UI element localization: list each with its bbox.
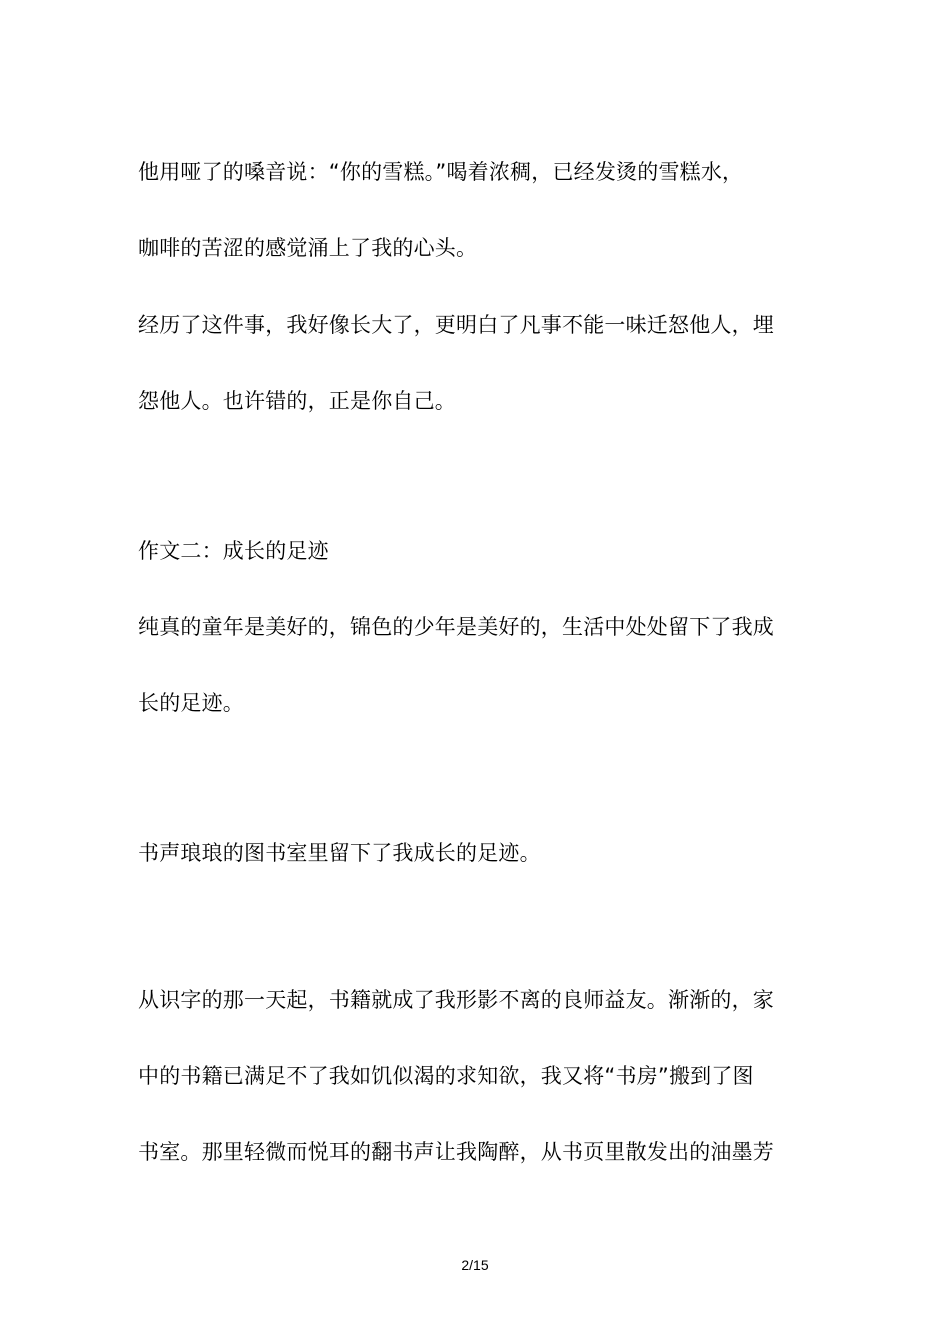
text-line: 经历了这件事，我好像长大了，更明白了凡事不能一味迁怒他人，埋 (138, 313, 774, 337)
text-line: 纯真的童年是美好的，锦色的少年是美好的，生活中处处留下了我成 (138, 615, 774, 639)
text-line: 长的足迹。 (138, 691, 244, 715)
text-line: 中的书籍已满足不了我如饥似渴的求知欲，我又将“书房”搬到了图 (138, 1064, 754, 1088)
text-line: 他用哑了的嗓音说：“你的雪糕。”喝着浓稠，已经发烫的雪糕水， (138, 160, 744, 184)
text-line: 怨他人。也许错的，正是你自己。 (138, 389, 456, 413)
section-heading: 作文二：成长的足迹 (138, 539, 329, 563)
text-line: 书室。那里轻微而悦耳的翻书声让我陶醉，从书页里散发出的油墨芳 (138, 1140, 774, 1164)
text-line: 书声琅琅的图书室里留下了我成长的足迹。 (138, 841, 541, 865)
text-line: 咖啡的苦涩的感觉涌上了我的心头。 (138, 236, 478, 260)
page-number: 2/15 (461, 1257, 489, 1273)
text-line: 从识字的那一天起，书籍就成了我形影不离的良师益友。渐渐的，家 (138, 988, 774, 1012)
